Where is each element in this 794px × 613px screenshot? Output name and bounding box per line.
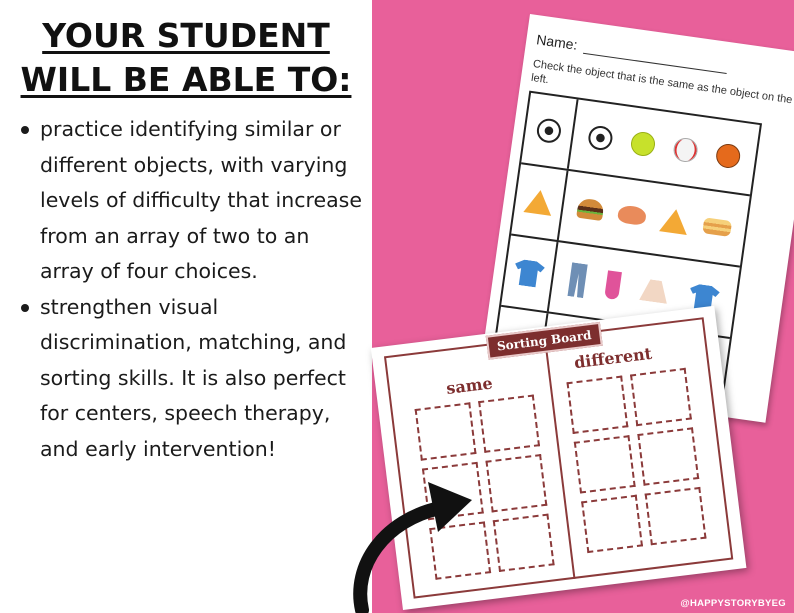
jeans-icon [567,262,588,298]
burger-icon [576,198,605,221]
different-boxes [566,368,706,553]
pancakes-icon [703,217,733,237]
heading-line-2: WILL BE ABLE TO: [20,60,352,99]
bullet-item [18,290,368,468]
heading-line-1: YOUR STUDENT [42,16,330,55]
sort-box [415,402,477,460]
pizza-icon [523,188,554,216]
sort-box [645,487,707,545]
bullet-text: strengthen visual discrimination, matching, and sorting skills. It is also perfect for centers, speech therapy, and early intervention! [40,294,347,461]
bullet-item [18,112,368,290]
same-label: same [445,373,494,398]
sort-box [478,394,540,452]
curved-arrow-icon [340,470,490,613]
sort-box [493,514,555,572]
sort-box [581,495,643,553]
name-label: Name: [535,31,579,53]
soccer-ball-icon [587,125,614,152]
sort-box [574,435,636,493]
baseball-icon [672,136,699,163]
heading [16,14,356,102]
sort-box [630,368,692,426]
board-title: Sorting Board [486,322,603,360]
bullet-list [18,112,368,467]
sort-box [485,454,547,512]
tennis-ball-icon [630,130,657,157]
different-label: different [572,343,653,373]
bullet-text: practice identifying similar or different objects, with varying levels of difficulty that increase from an array of two to an array of four choices. [40,117,362,283]
shirt-icon [512,258,545,288]
credit-text: @HAPPYSTORYBYEG [680,598,786,609]
sort-box [566,376,628,434]
soccer-ball-icon [535,117,562,144]
sock-icon [604,270,622,300]
bullet-dot [21,304,29,312]
text-panel [0,0,372,613]
turkey-icon [617,204,647,226]
worksheet-instruction: Check the object that is the same as the object on the left. [530,57,794,107]
pizza-icon [659,207,690,235]
skirt-icon [639,278,670,304]
sort-box [637,427,699,485]
bullet-dot [21,126,29,134]
basketball-icon [714,142,741,169]
